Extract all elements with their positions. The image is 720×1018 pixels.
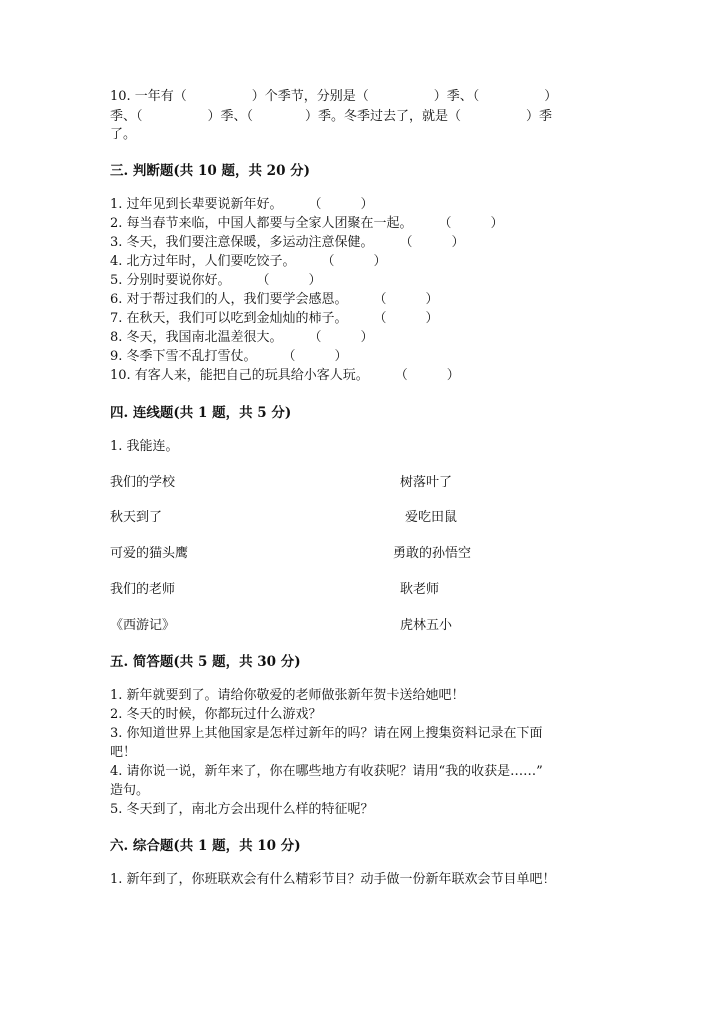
judge-item-2: 2. 每当春节来临，中国人都要与全家人团聚在一起。 （ ） xyxy=(110,216,504,231)
section-6-title: 六. 综合题(共 1 题，共 10 分) xyxy=(110,838,301,854)
judge-item-7: 7. 在秋天，我们可以吃到金灿灿的柿子。 （ ） xyxy=(110,311,439,326)
q10-line-3: 了。 xyxy=(110,127,137,142)
match-right-4: 耿老师 xyxy=(400,582,440,597)
match-right-1: 树落叶了 xyxy=(400,475,453,490)
q10-line-2: 季、（ ）季、（ ）季。冬季过去了，就是（ ）季 xyxy=(110,109,553,124)
judge-item-1: 1. 过年见到长辈要说新年好。 （ ） xyxy=(110,197,374,212)
match-left-3: 可爱的猫头鹰 xyxy=(110,546,189,561)
matching-question: 1. 我能连。 xyxy=(110,439,179,454)
match-right-2: 爱吃田鼠 xyxy=(405,510,458,525)
match-left-1: 我们的学校 xyxy=(110,475,176,490)
judge-item-4: 4. 北方过年时，人们要吃饺子。 （ ） xyxy=(110,254,387,269)
match-right-5: 虎林五小 xyxy=(400,618,453,633)
short-answer-line-4: 吧！ xyxy=(110,745,137,760)
section-4-title: 四. 连线题(共 1 题，共 5 分) xyxy=(110,405,292,421)
short-answer-line-3: 3. 你知道世界上其他国家是怎样过新年的吗？请在网上搜集资料记录在下面 xyxy=(110,726,543,741)
judge-item-10: 10. 有客人来，能把自己的玩具给小客人玩。 （ ） xyxy=(110,368,460,383)
judge-item-3: 3. 冬天，我们要注意保暖，多运动注意保健。 （ ） xyxy=(110,235,465,250)
short-answer-line-1: 1. 新年就要到了。请给你敬爱的老师做张新年贺卡送给她吧！ xyxy=(110,688,465,703)
q10-line-1: 10. 一年有（ ）个季节，分别是（ ）季、（ ） xyxy=(110,89,558,104)
comprehensive-question: 1. 新年到了，你班联欢会有什么精彩节目？动手做一份新年联欢会节目单吧！ xyxy=(110,872,556,887)
section-5-title: 五. 简答题(共 5 题，共 30 分) xyxy=(110,654,301,670)
judge-item-8: 8. 冬天，我国南北温差很大。 （ ） xyxy=(110,330,374,345)
match-left-5: 《西游记》 xyxy=(110,618,176,633)
short-answer-line-2: 2. 冬天的时候，你都玩过什么游戏？ xyxy=(110,707,322,722)
short-answer-line-6: 造句。 xyxy=(110,783,150,798)
section-3-title: 三. 判断题(共 10 题，共 20 分) xyxy=(110,163,311,179)
match-right-3: 勇敢的孙悟空 xyxy=(393,546,472,561)
judge-item-5: 5. 分别时要说你好。 （ ） xyxy=(110,273,322,288)
match-left-2: 秋天到了 xyxy=(110,510,163,525)
short-answer-line-7: 5. 冬天到了，南北方会出现什么样的特征呢？ xyxy=(110,802,374,817)
judge-item-9: 9. 冬季下雪不乱打雪仗。 （ ） xyxy=(110,349,348,364)
judge-item-6: 6. 对于帮过我们的人，我们要学会感恩。 （ ） xyxy=(110,292,439,307)
short-answer-line-5: 4. 请你说一说，新年来了，你在哪些地方有收获呢？请用“我的收获是……” xyxy=(110,764,543,779)
match-left-4: 我们的老师 xyxy=(110,582,176,597)
